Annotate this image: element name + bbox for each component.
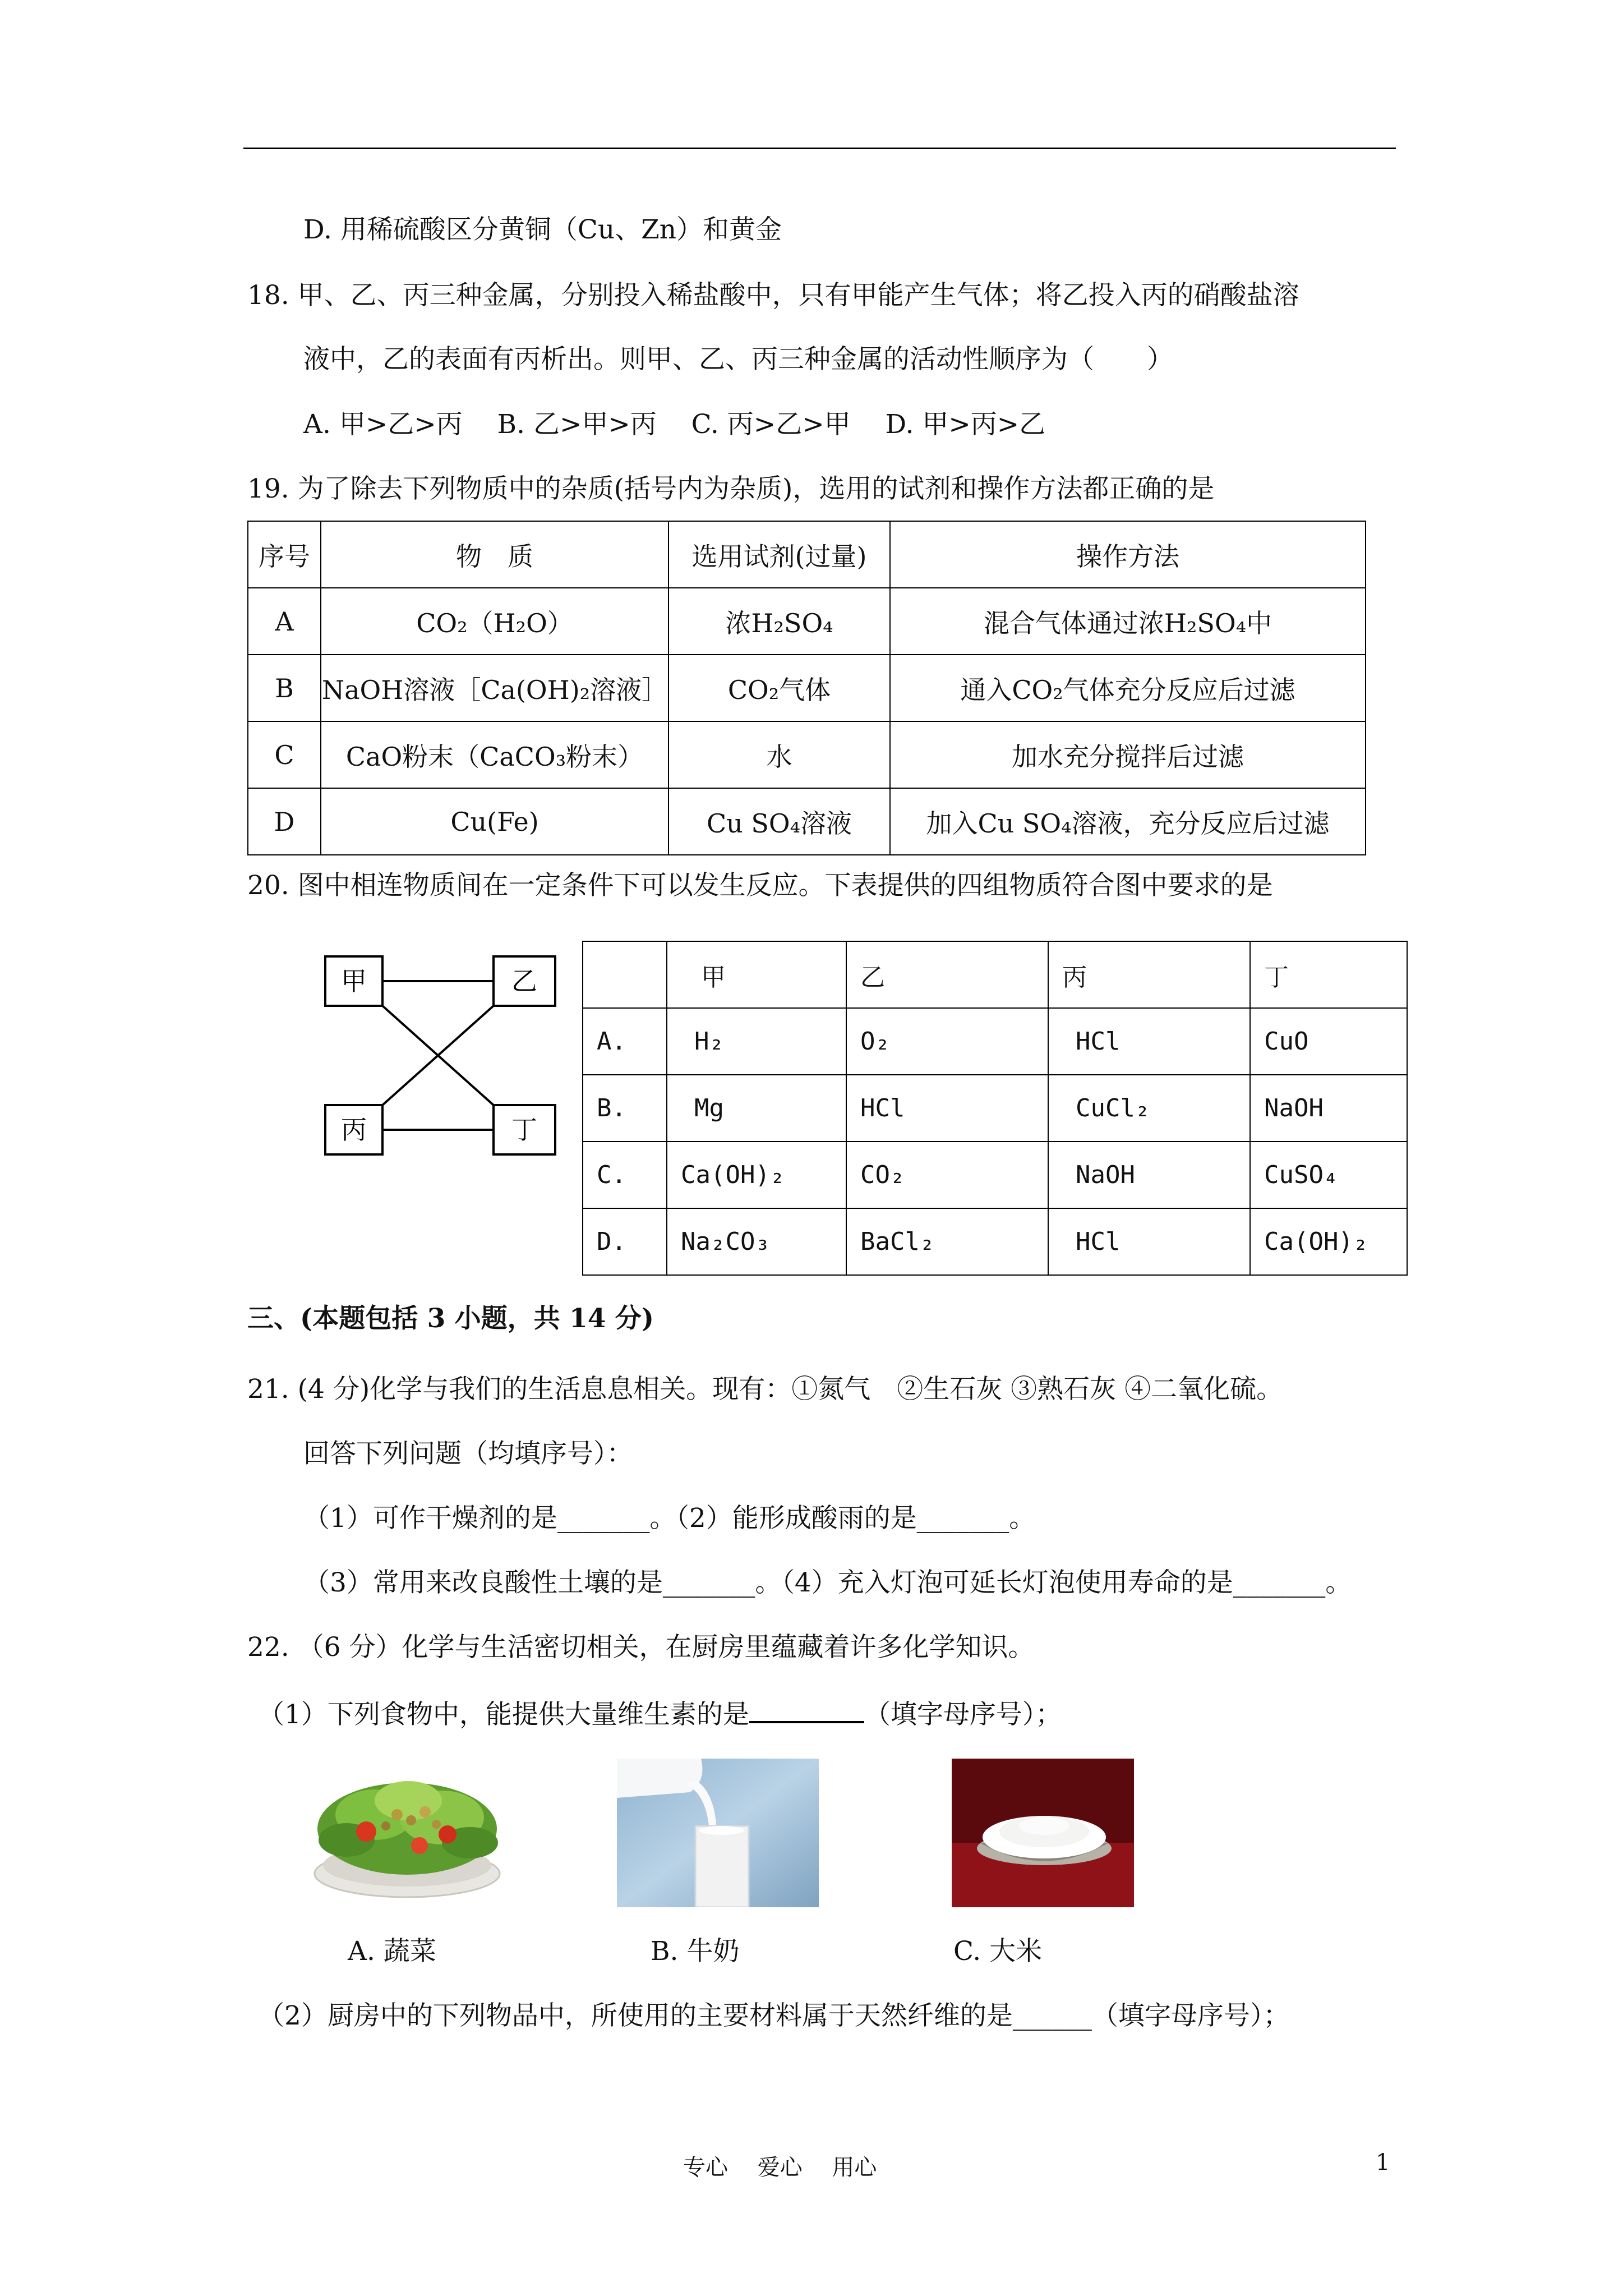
table-cell: CuSO₄ (1250, 1142, 1407, 1208)
q21-line4: （3）常用来改良酸性土壤的是_______。（4）充入灯泡可延长灯泡使用寿命的是_______。 (303, 1567, 1352, 1598)
table-cell: NaOH溶液［Ca(OH)₂溶液］ (321, 655, 668, 721)
table-row (583, 1008, 1407, 1075)
table-cell: CO₂（H₂O） (321, 588, 668, 655)
header-cell (583, 941, 667, 1008)
table-cell: B. (583, 1075, 667, 1142)
table-cell: 浓H₂SO₄ (668, 588, 890, 655)
table-cell: H₂ (667, 1008, 846, 1075)
diagram-label-ding: 丁 (511, 1115, 537, 1145)
q20-stem: 20. 图中相连物质间在一定条件下可以发生反应。下表提供的四组物质符合图中要求的是 (247, 870, 1273, 901)
table-cell: HCl (846, 1075, 1048, 1142)
table-row (248, 588, 1366, 655)
table-cell: NaOH (1250, 1075, 1407, 1142)
table-cell: Cu SO₄溶液 (668, 788, 890, 855)
table-cell: CuCl₂ (1048, 1075, 1250, 1142)
table-cell: C (248, 721, 321, 788)
header-cell: 序号 (248, 521, 321, 588)
table-cell: Na₂CO₃ (667, 1208, 846, 1275)
table-cell: C. (583, 1142, 667, 1208)
diagram-label-bing: 丙 (341, 1115, 367, 1145)
table-row (248, 788, 1366, 855)
header-cell: 甲 (667, 941, 846, 1008)
caption-vegetable: A. 蔬菜 (348, 1936, 436, 1967)
table-cell: A (248, 588, 321, 655)
header-cell: 选用试剂(过量) (668, 521, 890, 588)
q22-part2: （2）厨房中的下列物品中，所使用的主要材料属于天然纤维的是______（填字母序号）； (258, 2000, 1290, 2031)
q21-line3: （1）可作干燥剂的是_______。（2）能形成酸雨的是_______。 (303, 1503, 1036, 1534)
caption-milk: B. 牛奶 (651, 1936, 740, 1967)
table-row (583, 1208, 1407, 1275)
table-cell: NaOH (1048, 1142, 1250, 1208)
header-cell: 操作方法 (890, 521, 1366, 588)
table-header-row (248, 521, 1366, 588)
diagram-label-yi: 乙 (511, 966, 537, 996)
table-cell: Ca(OH)₂ (667, 1142, 846, 1208)
table-cell: CuO (1250, 1008, 1407, 1075)
header-rule (243, 148, 1396, 149)
milk-image (617, 1759, 819, 1907)
table-row (583, 1075, 1407, 1142)
header-cell: 乙 (846, 941, 1048, 1008)
table-cell: A. (583, 1008, 667, 1075)
footer-motto: 专心 爱心 用心 (683, 2155, 877, 2180)
table-cell: B (248, 655, 321, 721)
table-cell: CaO粉末（CaCO₃粉末） (321, 721, 668, 788)
caption-rice: C. 大米 (953, 1936, 1043, 1967)
table-cell: 通入CO₂气体充分反应后过滤 (890, 655, 1366, 721)
q18-options: A. 甲>乙>丙 B. 乙>甲>丙 C. 丙>乙>甲 D. 甲>丙>乙 (303, 409, 1046, 440)
q22-part1-suffix: （填字母序号）； (864, 1699, 1062, 1730)
table-row (248, 655, 1366, 721)
page-number: 1 (1376, 2150, 1390, 2175)
table-cell: D (248, 788, 321, 855)
q19-stem: 19. 为了除去下列物质中的杂质(括号内为杂质)，选用的试剂和操作方法都正确的是 (247, 473, 1215, 504)
q22-part1 (258, 1699, 1062, 1728)
q22-line1: 22. （6 分）化学与生活密切相关，在厨房里蕴藏着许多化学知识。 (247, 1632, 1035, 1663)
table-cell: HCl (1048, 1008, 1250, 1075)
q20-table (582, 941, 1408, 1276)
header-cell: 物 质 (321, 521, 668, 588)
answer-blank (749, 1699, 864, 1723)
table-row (583, 1142, 1407, 1208)
table-cell: HCl (1048, 1208, 1250, 1275)
q18-line2: 液中，乙的表面有丙析出。则甲、乙、丙三种金属的活动性顺序为（ ） (303, 344, 1173, 375)
table-cell: D. (583, 1208, 667, 1275)
q19-table (247, 521, 1366, 855)
table-cell: O₂ (846, 1008, 1048, 1075)
q22-part1-prefix: （1）下列食物中，能提供大量维生素的是 (258, 1699, 749, 1730)
header-cell: 丙 (1048, 941, 1250, 1008)
q17-option-d: D. 用稀硫酸区分黄铜（Cu、Zn）和黄金 (303, 214, 782, 245)
vegetable-salad-image (307, 1761, 506, 1904)
section3-title: 三、(本题包括 3 小题，共 14 分) (247, 1303, 654, 1334)
table-cell: 加水充分搅拌后过滤 (890, 721, 1366, 788)
q18-line1: 18. 甲、乙、丙三种金属，分别投入稀盐酸中，只有甲能产生气体；将乙投入丙的硝酸盐溶 (247, 280, 1299, 311)
table-cell: BaCl₂ (846, 1208, 1048, 1275)
reaction-diagram (320, 951, 566, 1164)
header-cell: 丁 (1250, 941, 1407, 1008)
table-row (248, 721, 1366, 788)
table-cell: 混合气体通过浓H₂SO₄中 (890, 588, 1366, 655)
table-cell: Ca(OH)₂ (1250, 1208, 1407, 1275)
q21-line2: 回答下列问题（均填序号）： (303, 1438, 633, 1469)
table-cell: 水 (668, 721, 890, 788)
table-header-row (583, 941, 1407, 1008)
rice-image (952, 1759, 1134, 1907)
table-cell: CO₂气体 (668, 655, 890, 721)
table-cell: Mg (667, 1075, 846, 1142)
diagram-label-jia: 甲 (341, 966, 367, 996)
q21-line1: 21. (4 分)化学与我们的生活息息相关。现有：①氮气 ②生石灰 ③熟石灰 ④二氧化硫。 (247, 1374, 1283, 1405)
table-cell: CO₂ (846, 1142, 1048, 1208)
table-cell: Cu(Fe) (321, 788, 668, 855)
table-cell: 加入Cu SO₄溶液，充分反应后过滤 (890, 788, 1366, 855)
